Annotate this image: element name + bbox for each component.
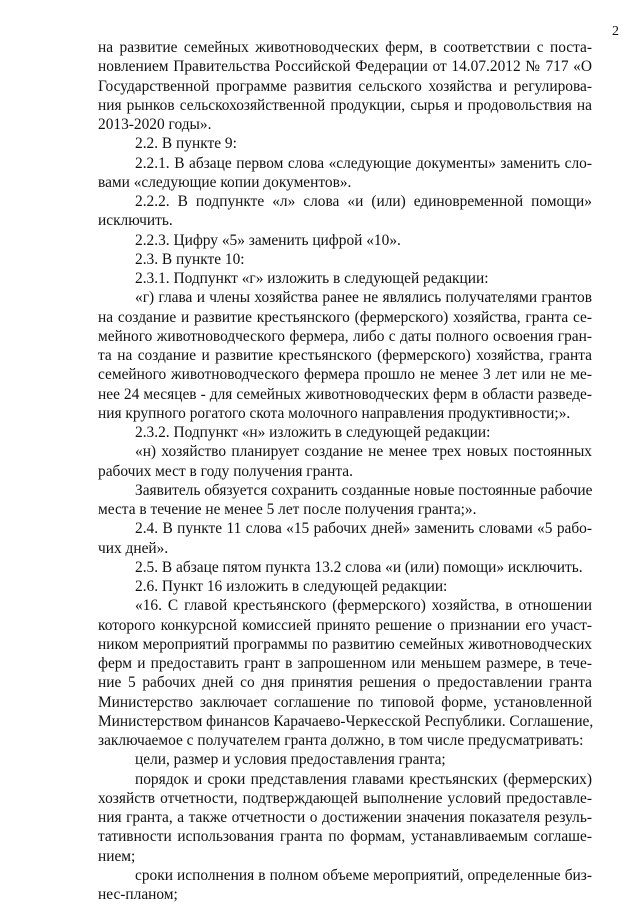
- text-line: ферм и предоставить грант в запрошенном или меньшем размере, в тече-: [98, 655, 592, 672]
- text-line: та на создание и развитие крестьянского (фермерского) хозяйства, гранта: [98, 347, 592, 364]
- text-line: ние 5 рабочих дней со дня принятия решения о предоставлении гранта: [98, 674, 592, 692]
- text-line: на создание и развитие крестьянского (фермерского) хозяйства, гранта се-: [98, 308, 592, 326]
- text-line: 2013-2020 годы».: [98, 116, 212, 133]
- text-line: Заявитель обязуется сохранить созданные новые постоянные рабочие: [135, 481, 593, 499]
- text-line: чих дней».: [98, 539, 169, 557]
- text-line: заключаемое с получателем гранта должно, в том числе предусматривать:: [98, 732, 584, 749]
- text-line: «н) хозяйство планирует создание не менее трех новых постоянных: [135, 443, 592, 461]
- text-line: ния гранта, а также отчетности о достижении значения показателя резуль-: [98, 809, 592, 826]
- text-line: ником мероприятий программы по развитию семейных животноводческих: [98, 635, 592, 653]
- text-line: «16. С главой крестьянского (фермерского) хозяйства, в отношении: [135, 597, 592, 615]
- text-line: Министерством финансов Карачаево-Черкесской Республики. Соглашение,: [98, 712, 594, 730]
- text-line: 2.4. В пункте 11 слова «15 рабочих дней» заменить словами «5 рабо-: [135, 520, 592, 538]
- text-line: ния рынков сельскохозяйственной продукции, сырья и продовольствия на: [98, 96, 592, 114]
- text-line: которого конкурсной комиссией принято решение о признании его участ-: [98, 616, 592, 634]
- text-line: сроки исполнения в полном объеме мероприятий, определенные биз-: [135, 866, 592, 884]
- text-line: 2.2. В пункте 9:: [135, 135, 237, 153]
- text-line: порядок и сроки представления главами крестьянских (фермерских): [135, 770, 592, 788]
- text-line: нием;: [98, 847, 136, 865]
- text-line: ния крупного рогатого скота молочного направления продуктивности;».: [98, 404, 571, 422]
- text-line: 2.2.2. В подпункте «л» слова «и (или) единовременной помощи»: [135, 193, 592, 210]
- document-body: [98, 38, 592, 904]
- text-line: вами «следующие копии документов».: [98, 173, 352, 191]
- text-line: 2.3.1. Подпункт «г» изложить в следующей редакции:: [135, 270, 489, 287]
- text-line: Государственной программе развития сельского хозяйства и регулирова-: [98, 77, 592, 95]
- text-line: тативности использования гранта по формам, устанавливаемым соглаше-: [98, 828, 592, 846]
- text-line: 2.6. Пункт 16 изложить в следующей редакции:: [135, 578, 448, 595]
- text-line: «г) глава и члены хозяйства ранее не являлись получателями грантов: [135, 289, 592, 307]
- text-line: мейного животноводческого фермера, либо с даты полного освоения гран-: [98, 327, 592, 345]
- text-line: цели, размер и условия предоставления гранта;: [135, 751, 446, 769]
- text-line: хозяйств отчетности, подтверждающей выполнение условий предоставле-: [98, 789, 592, 807]
- text-line: Министерство заключает соглашение по типовой форме, установленной: [98, 693, 592, 711]
- text-line: семейного животноводческого фермера прошло не менее 3 лет или не ме-: [98, 366, 592, 384]
- text-line: новлением Правительства Российской Федерации от 14.07.2012 № 717 «О: [98, 58, 592, 76]
- text-line: исключить.: [98, 212, 173, 230]
- text-line: 2.3.2. Подпункт «н» изложить в следующей редакции:: [135, 424, 491, 441]
- text-line: рабочих мест в году получения гранта.: [98, 462, 353, 480]
- text-line: на развитие семейных животноводческих ферм, в соответствии с поста-: [98, 39, 592, 56]
- text-line: нее 24 месяцев - для семейных животноводческих ферм в области разведе-: [98, 385, 592, 403]
- text-line: 2.2.1. В абзаце первом слова «следующие документы» заменить сло-: [135, 154, 592, 172]
- page-number: 2: [612, 24, 619, 39]
- text-line: 2.3. В пункте 10:: [135, 250, 245, 268]
- text-line: 2.5. В абзаце пятом пункта 13.2 слова «и (или) помощи» исключить.: [135, 558, 583, 576]
- text-line: места в течение не менее 5 лет после получения гранта;».: [98, 501, 477, 518]
- text-line: 2.2.3. Цифру «5» заменить цифрой «10».: [135, 231, 401, 249]
- text-line: нес-планом;: [98, 886, 178, 903]
